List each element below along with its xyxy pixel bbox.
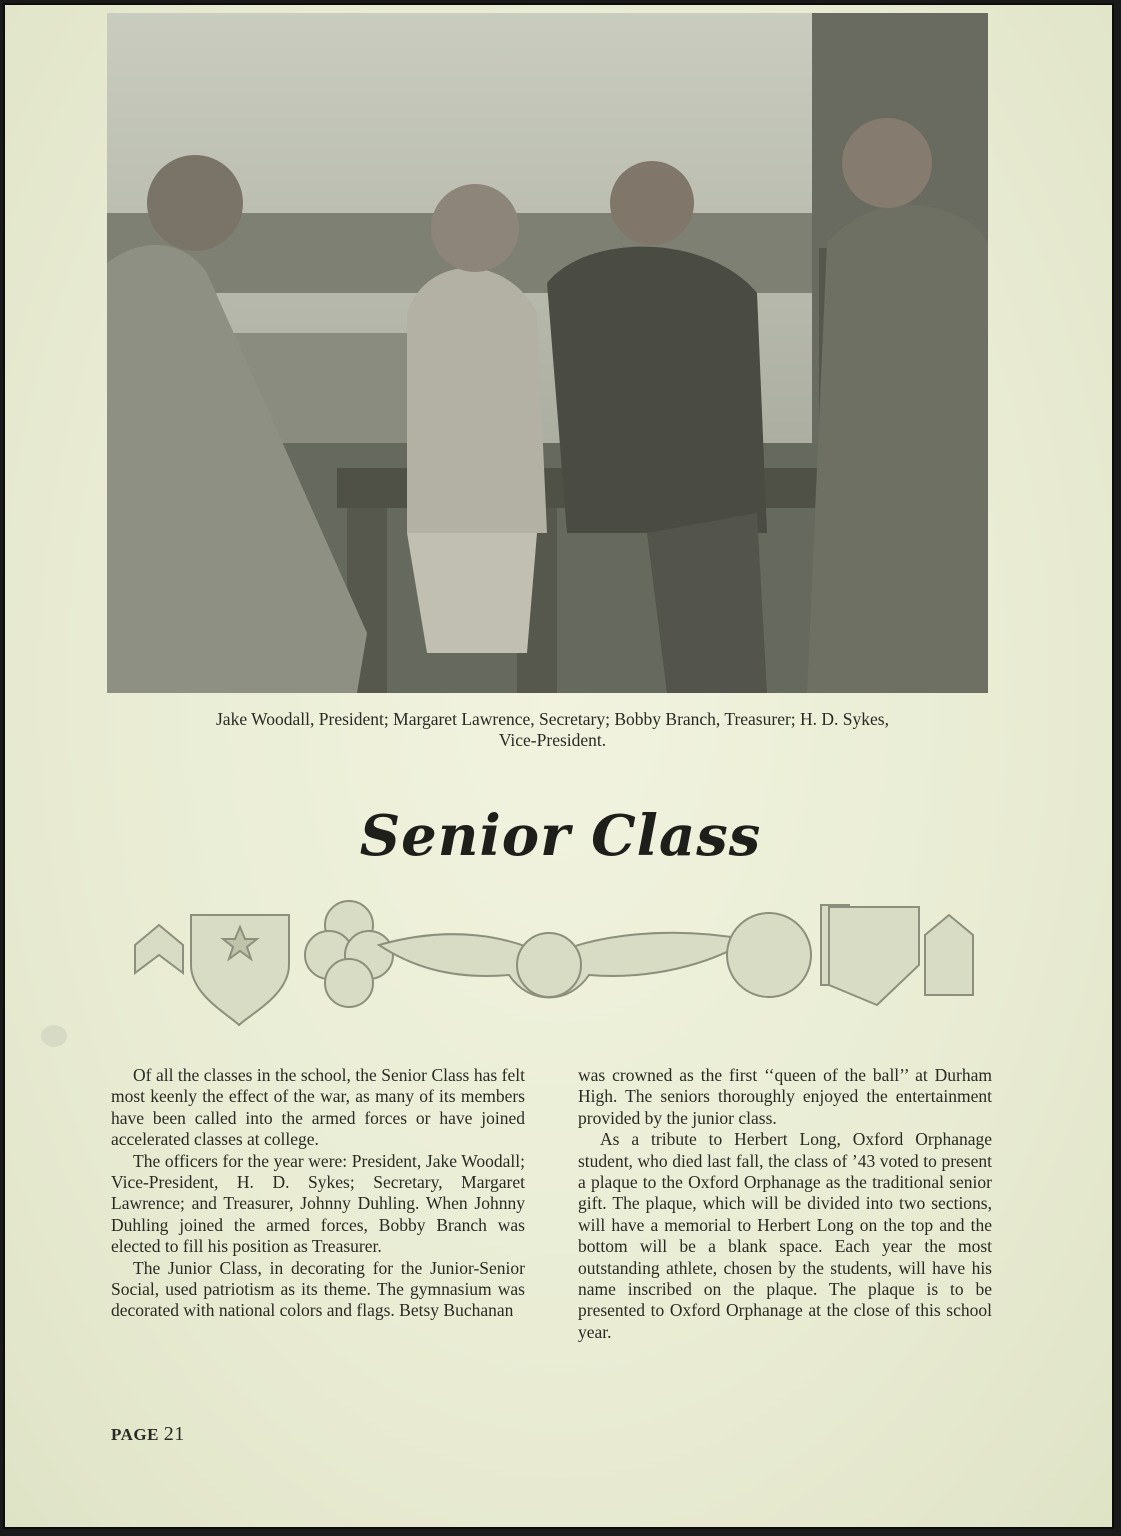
globe-icon	[517, 933, 581, 997]
paragraph: Of all the classes in the school, the Senior Class has felt most keenly the effect of the war, as many of its members have been called into the armed forces or have joined accelerated classes at college.	[111, 1065, 525, 1150]
page-number-value: 21	[163, 1423, 185, 1445]
military-insignia-decoration	[129, 895, 979, 1030]
paragraph: The Junior Class, in decorating for the Junior-Senior Social, used patriotism as its theme. The gymnasium was decorated with national colors and flags. Betsy Buchanan	[111, 1257, 525, 1321]
chevron-right-icon	[925, 915, 973, 995]
page-title: Senior Class	[359, 803, 762, 869]
officers-photo	[107, 13, 988, 693]
paragraph: was crowned as the first ‘‘queen of the ball’’ at Durham High. The seniors thoroughly enjoyed the entertainment provided by the junior class.	[578, 1065, 992, 1128]
clover-emblem-icon	[305, 901, 393, 1007]
yearbook-page	[3, 3, 1114, 1529]
round-emblem-icon	[727, 913, 811, 997]
paragraph: As a tribute to Herbert Long, Oxford Orphanage student, who died last fall, the class of ’43 voted to present a plaque to the Oxford Orphanage as the traditional senior gift. The plaque, which will be divided into two sections, will have a memorial to Herbert Long on the top and the bottom will be a blank space. Each year the most outstanding athlete, chosen by the students, will have his name inscribed on the plaque. The plaque is to be presented to Oxford Orphanage at the close of this school year.	[578, 1129, 992, 1342]
caption-line-1: Jake Woodall, President; Margaret Lawrence, Secretary; Bobby Branch, Treasurer; H. D. Sykes,	[216, 709, 889, 729]
chevron-left-icon	[135, 925, 183, 973]
body-column-right	[578, 1065, 992, 1343]
photo-caption	[107, 709, 998, 751]
page-number	[111, 1423, 185, 1446]
page-label: PAGE	[111, 1425, 159, 1444]
badge-icon	[829, 907, 919, 1005]
body-column-left	[111, 1065, 525, 1322]
caption-line-2: Vice-President.	[498, 730, 607, 750]
paper-smudge	[41, 1025, 67, 1047]
paragraph: The officers for the year were: President, Jake Woodall; Vice-President, H. D. Sykes; Secretary, Margaret Lawrence; and Treasurer, Johnny Duhling. When Johnny Duhling joined the armed forces, Bobby Branch was elected to fill his position as Treasurer.	[111, 1150, 525, 1257]
